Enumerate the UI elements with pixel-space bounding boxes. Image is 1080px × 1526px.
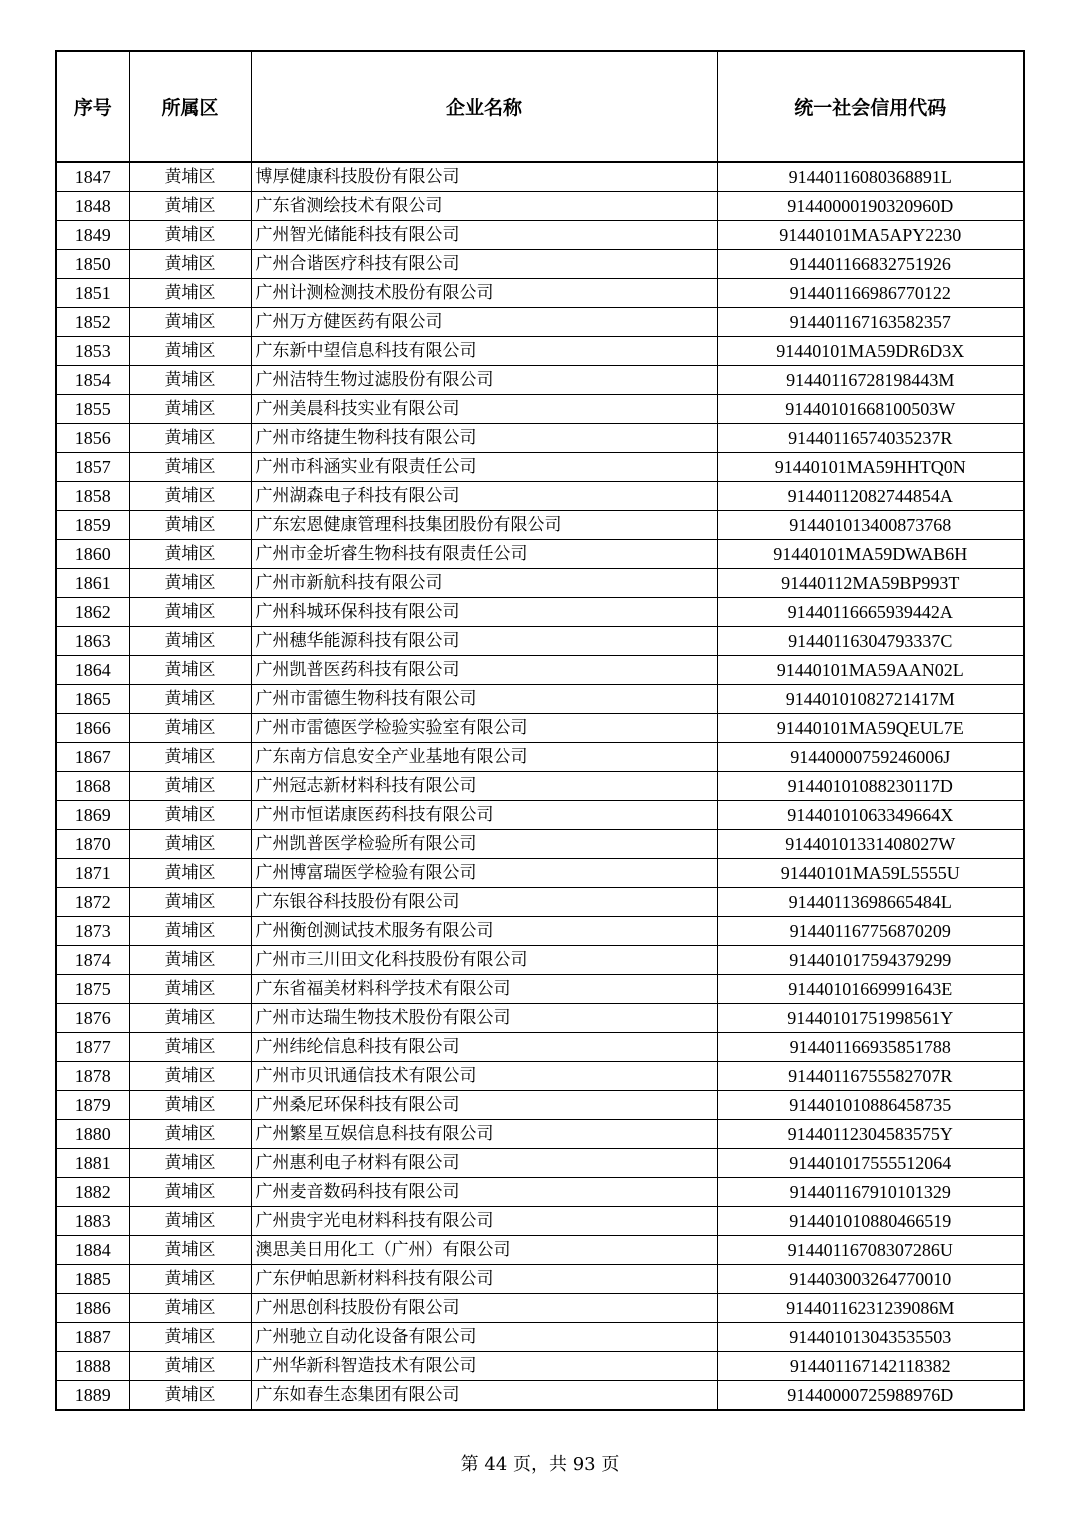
cell-seq: 1856 <box>56 424 129 453</box>
cell-district: 黄埔区 <box>129 308 251 337</box>
cell-company-name: 广东省福美材料科学技术有限公司 <box>251 975 717 1004</box>
cell-seq: 1881 <box>56 1149 129 1178</box>
cell-seq: 1878 <box>56 1062 129 1091</box>
cell-seq: 1864 <box>56 656 129 685</box>
cell-credit-code: 914401167142118382 <box>717 1352 1024 1381</box>
table-row <box>56 1062 1024 1091</box>
cell-district: 黄埔区 <box>129 279 251 308</box>
cell-credit-code: 91440000725988976D <box>717 1381 1024 1411</box>
cell-district: 黄埔区 <box>129 685 251 714</box>
table-row <box>56 888 1024 917</box>
cell-company-name: 广州湖森电子科技有限公司 <box>251 482 717 511</box>
table-row <box>56 1120 1024 1149</box>
cell-company-name: 广东新中望信息科技有限公司 <box>251 337 717 366</box>
cell-credit-code: 91440116728198443M <box>717 366 1024 395</box>
cell-credit-code: 91440101MA59HHTQ0N <box>717 453 1024 482</box>
cell-seq: 1854 <box>56 366 129 395</box>
cell-credit-code: 914401166986770122 <box>717 279 1024 308</box>
cell-company-name: 博厚健康科技股份有限公司 <box>251 162 717 192</box>
cell-seq: 1847 <box>56 162 129 192</box>
cell-seq: 1872 <box>56 888 129 917</box>
cell-credit-code: 91440101088230117D <box>717 772 1024 801</box>
cell-company-name: 广州思创科技股份有限公司 <box>251 1294 717 1323</box>
cell-seq: 1873 <box>56 917 129 946</box>
cell-seq: 1875 <box>56 975 129 1004</box>
cell-seq: 1889 <box>56 1381 129 1411</box>
cell-district: 黄埔区 <box>129 1236 251 1265</box>
cell-company-name: 广州凯普医药科技有限公司 <box>251 656 717 685</box>
cell-seq: 1850 <box>56 250 129 279</box>
cell-company-name: 广州桑尼环保科技有限公司 <box>251 1091 717 1120</box>
table-row <box>56 250 1024 279</box>
cell-credit-code: 91440116574035237R <box>717 424 1024 453</box>
cell-company-name: 广州市三川田文化科技股份有限公司 <box>251 946 717 975</box>
cell-seq: 1887 <box>56 1323 129 1352</box>
cell-credit-code: 91440112MA59BP993T <box>717 569 1024 598</box>
cell-district: 黄埔区 <box>129 1265 251 1294</box>
cell-seq: 1849 <box>56 221 129 250</box>
cell-district: 黄埔区 <box>129 1294 251 1323</box>
cell-company-name: 广州冠志新材料科技有限公司 <box>251 772 717 801</box>
cell-credit-code: 91440000759246006J <box>717 743 1024 772</box>
cell-company-name: 广州计测检测技术股份有限公司 <box>251 279 717 308</box>
cell-district: 黄埔区 <box>129 424 251 453</box>
cell-district: 黄埔区 <box>129 1033 251 1062</box>
cell-credit-code: 91440101063349664X <box>717 801 1024 830</box>
cell-seq: 1860 <box>56 540 129 569</box>
table-row <box>56 830 1024 859</box>
cell-credit-code: 914403003264770010 <box>717 1265 1024 1294</box>
cell-seq: 1852 <box>56 308 129 337</box>
cell-company-name: 广东宏恩健康管理科技集团股份有限公司 <box>251 511 717 540</box>
cell-company-name: 广州市雷德生物科技有限公司 <box>251 685 717 714</box>
cell-credit-code: 914401017594379299 <box>717 946 1024 975</box>
cell-seq: 1857 <box>56 453 129 482</box>
cell-company-name: 广州洁特生物过滤股份有限公司 <box>251 366 717 395</box>
cell-company-name: 澳思美日用化工（广州）有限公司 <box>251 1236 717 1265</box>
cell-district: 黄埔区 <box>129 830 251 859</box>
cell-company-name: 广州美晨科技实业有限公司 <box>251 395 717 424</box>
cell-seq: 1862 <box>56 598 129 627</box>
cell-credit-code: 91440101MA59QEUL7E <box>717 714 1024 743</box>
cell-company-name: 广东银谷科技股份有限公司 <box>251 888 717 917</box>
cell-credit-code: 914401166832751926 <box>717 250 1024 279</box>
header-company-name: 企业名称 <box>251 51 717 162</box>
header-seq: 序号 <box>56 51 129 162</box>
company-table <box>55 50 1025 1411</box>
table-row <box>56 395 1024 424</box>
cell-district: 黄埔区 <box>129 250 251 279</box>
cell-company-name: 广东省测绘技术有限公司 <box>251 192 717 221</box>
cell-district: 黄埔区 <box>129 1352 251 1381</box>
table-row <box>56 1236 1024 1265</box>
table-row <box>56 1033 1024 1062</box>
table-row <box>56 714 1024 743</box>
cell-credit-code: 914401017555512064 <box>717 1149 1024 1178</box>
cell-credit-code: 91440101MA5APY2230 <box>717 221 1024 250</box>
cell-seq: 1859 <box>56 511 129 540</box>
cell-seq: 1858 <box>56 482 129 511</box>
cell-credit-code: 91440116755582707R <box>717 1062 1024 1091</box>
cell-district: 黄埔区 <box>129 1381 251 1411</box>
page-number: 第 44 页，共 93 页 <box>460 1454 620 1475</box>
table-row <box>56 946 1024 975</box>
cell-district: 黄埔区 <box>129 511 251 540</box>
cell-seq: 1885 <box>56 1265 129 1294</box>
cell-district: 黄埔区 <box>129 598 251 627</box>
table-row <box>56 859 1024 888</box>
cell-credit-code: 91440112082744854A <box>717 482 1024 511</box>
cell-credit-code: 914401010880466519 <box>717 1207 1024 1236</box>
cell-credit-code: 91440000190320960D <box>717 192 1024 221</box>
cell-seq: 1855 <box>56 395 129 424</box>
cell-company-name: 广东伊帕思新材料科技有限公司 <box>251 1265 717 1294</box>
cell-district: 黄埔区 <box>129 1062 251 1091</box>
table-row <box>56 569 1024 598</box>
cell-company-name: 广州繁星互娱信息科技有限公司 <box>251 1120 717 1149</box>
cell-credit-code: 91440101MA59DWAB6H <box>717 540 1024 569</box>
table-row <box>56 308 1024 337</box>
cell-seq: 1888 <box>56 1352 129 1381</box>
table-row <box>56 975 1024 1004</box>
cell-company-name: 广州市新航科技有限公司 <box>251 569 717 598</box>
cell-district: 黄埔区 <box>129 1091 251 1120</box>
cell-company-name: 广州合谐医疗科技有限公司 <box>251 250 717 279</box>
cell-company-name: 广州万方健医药有限公司 <box>251 308 717 337</box>
table-row <box>56 366 1024 395</box>
cell-company-name: 广州驰立自动化设备有限公司 <box>251 1323 717 1352</box>
table-row <box>56 1265 1024 1294</box>
table-row <box>56 1207 1024 1236</box>
table-row <box>56 453 1024 482</box>
cell-district: 黄埔区 <box>129 221 251 250</box>
cell-company-name: 广州衡创测试技术服务有限公司 <box>251 917 717 946</box>
cell-credit-code: 91440101669991643E <box>717 975 1024 1004</box>
cell-credit-code: 91440116665939442A <box>717 598 1024 627</box>
cell-company-name: 广州市雷德医学检验实验室有限公司 <box>251 714 717 743</box>
cell-seq: 1868 <box>56 772 129 801</box>
cell-company-name: 广州麦音数码科技有限公司 <box>251 1178 717 1207</box>
cell-district: 黄埔区 <box>129 540 251 569</box>
cell-credit-code: 91440101668100503W <box>717 395 1024 424</box>
cell-seq: 1870 <box>56 830 129 859</box>
table-row <box>56 424 1024 453</box>
cell-district: 黄埔区 <box>129 888 251 917</box>
cell-company-name: 广州华新科智造技术有限公司 <box>251 1352 717 1381</box>
cell-credit-code: 914401166935851788 <box>717 1033 1024 1062</box>
cell-credit-code: 914401167163582357 <box>717 308 1024 337</box>
cell-company-name: 广州贵宇光电材料科技有限公司 <box>251 1207 717 1236</box>
table-row <box>56 743 1024 772</box>
table-row <box>56 192 1024 221</box>
table-row <box>56 1178 1024 1207</box>
cell-company-name: 广东如春生态集团有限公司 <box>251 1381 717 1411</box>
cell-seq: 1879 <box>56 1091 129 1120</box>
cell-district: 黄埔区 <box>129 482 251 511</box>
cell-company-name: 广州纬纶信息科技有限公司 <box>251 1033 717 1062</box>
table-row <box>56 1004 1024 1033</box>
cell-company-name: 广东南方信息安全产业基地有限公司 <box>251 743 717 772</box>
cell-company-name: 广州穗华能源科技有限公司 <box>251 627 717 656</box>
cell-seq: 1874 <box>56 946 129 975</box>
cell-credit-code: 914401010886458735 <box>717 1091 1024 1120</box>
cell-company-name: 广州市达瑞生物技术股份有限公司 <box>251 1004 717 1033</box>
cell-district: 黄埔区 <box>129 772 251 801</box>
cell-seq: 1884 <box>56 1236 129 1265</box>
table-row <box>56 685 1024 714</box>
header-row <box>56 51 1024 162</box>
table-row <box>56 1091 1024 1120</box>
cell-district: 黄埔区 <box>129 366 251 395</box>
cell-district: 黄埔区 <box>129 162 251 192</box>
cell-district: 黄埔区 <box>129 656 251 685</box>
cell-district: 黄埔区 <box>129 453 251 482</box>
cell-district: 黄埔区 <box>129 975 251 1004</box>
cell-company-name: 广州博富瑞医学检验有限公司 <box>251 859 717 888</box>
header-credit-code: 统一社会信用代码 <box>717 51 1024 162</box>
table-row <box>56 1381 1024 1411</box>
cell-district: 黄埔区 <box>129 1323 251 1352</box>
table-row <box>56 598 1024 627</box>
cell-seq: 1877 <box>56 1033 129 1062</box>
table-row <box>56 221 1024 250</box>
cell-seq: 1848 <box>56 192 129 221</box>
table-row <box>56 511 1024 540</box>
table-row <box>56 482 1024 511</box>
cell-seq: 1866 <box>56 714 129 743</box>
cell-seq: 1882 <box>56 1178 129 1207</box>
cell-credit-code: 914401167756870209 <box>717 917 1024 946</box>
cell-district: 黄埔区 <box>129 1178 251 1207</box>
cell-district: 黄埔区 <box>129 743 251 772</box>
table-row <box>56 656 1024 685</box>
cell-credit-code: 91440116708307286U <box>717 1236 1024 1265</box>
cell-seq: 1865 <box>56 685 129 714</box>
cell-company-name: 广州市络捷生物科技有限公司 <box>251 424 717 453</box>
cell-company-name: 广州市贝讯通信技术有限公司 <box>251 1062 717 1091</box>
cell-district: 黄埔区 <box>129 627 251 656</box>
cell-district: 黄埔区 <box>129 714 251 743</box>
table-row <box>56 279 1024 308</box>
table-header <box>56 51 1024 162</box>
cell-seq: 1863 <box>56 627 129 656</box>
cell-district: 黄埔区 <box>129 1004 251 1033</box>
cell-credit-code: 91440101MA59L5555U <box>717 859 1024 888</box>
cell-credit-code: 91440101MA59AAN02L <box>717 656 1024 685</box>
cell-district: 黄埔区 <box>129 917 251 946</box>
cell-district: 黄埔区 <box>129 192 251 221</box>
cell-seq: 1886 <box>56 1294 129 1323</box>
cell-seq: 1851 <box>56 279 129 308</box>
cell-seq: 1876 <box>56 1004 129 1033</box>
table-row <box>56 1149 1024 1178</box>
cell-company-name: 广州智光储能科技有限公司 <box>251 221 717 250</box>
cell-district: 黄埔区 <box>129 569 251 598</box>
header-district: 所属区 <box>129 51 251 162</box>
cell-company-name: 广州市恒诺康医药科技有限公司 <box>251 801 717 830</box>
cell-seq: 1867 <box>56 743 129 772</box>
cell-credit-code: 91440101751998561Y <box>717 1004 1024 1033</box>
cell-district: 黄埔区 <box>129 337 251 366</box>
table-row <box>56 1323 1024 1352</box>
cell-credit-code: 91440116080368891L <box>717 162 1024 192</box>
cell-district: 黄埔区 <box>129 801 251 830</box>
cell-seq: 1883 <box>56 1207 129 1236</box>
cell-district: 黄埔区 <box>129 1149 251 1178</box>
cell-district: 黄埔区 <box>129 395 251 424</box>
cell-seq: 1869 <box>56 801 129 830</box>
table-row <box>56 337 1024 366</box>
table-body <box>56 162 1024 1410</box>
cell-company-name: 广州科城环保科技有限公司 <box>251 598 717 627</box>
cell-credit-code: 91440101331408027W <box>717 830 1024 859</box>
cell-credit-code: 914401167910101329 <box>717 1178 1024 1207</box>
cell-credit-code: 91440116304793337C <box>717 627 1024 656</box>
table-row <box>56 917 1024 946</box>
cell-credit-code: 91440112304583575Y <box>717 1120 1024 1149</box>
cell-seq: 1880 <box>56 1120 129 1149</box>
table-row <box>56 1352 1024 1381</box>
table-row <box>56 801 1024 830</box>
cell-credit-code: 91440101082721417M <box>717 685 1024 714</box>
cell-seq: 1861 <box>56 569 129 598</box>
table-row <box>56 772 1024 801</box>
cell-credit-code: 91440116231239086M <box>717 1294 1024 1323</box>
cell-district: 黄埔区 <box>129 1120 251 1149</box>
cell-company-name: 广州市科涵实业有限责任公司 <box>251 453 717 482</box>
table-row <box>56 627 1024 656</box>
table-row <box>56 162 1024 192</box>
table-row <box>56 540 1024 569</box>
cell-credit-code: 914401013400873768 <box>717 511 1024 540</box>
cell-district: 黄埔区 <box>129 859 251 888</box>
table-row <box>56 1294 1024 1323</box>
cell-company-name: 广州惠利电子材料有限公司 <box>251 1149 717 1178</box>
cell-credit-code: 914401013043535503 <box>717 1323 1024 1352</box>
cell-company-name: 广州凯普医学检验所有限公司 <box>251 830 717 859</box>
cell-credit-code: 91440101MA59DR6D3X <box>717 337 1024 366</box>
cell-district: 黄埔区 <box>129 946 251 975</box>
cell-seq: 1853 <box>56 337 129 366</box>
cell-company-name: 广州市金圻睿生物科技有限责任公司 <box>251 540 717 569</box>
cell-district: 黄埔区 <box>129 1207 251 1236</box>
cell-seq: 1871 <box>56 859 129 888</box>
cell-credit-code: 91440113698665484L <box>717 888 1024 917</box>
